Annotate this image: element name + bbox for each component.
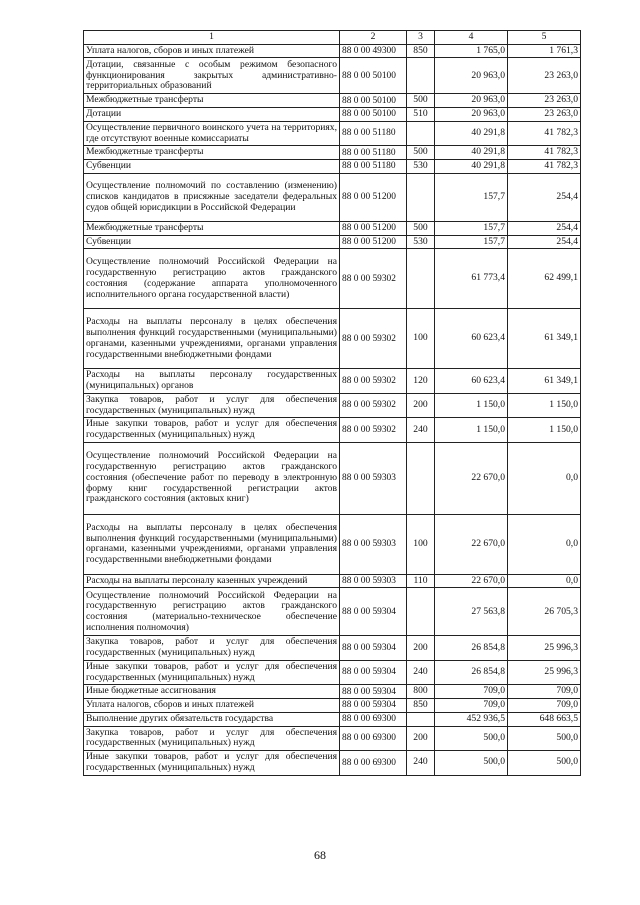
column-header: 1 — [84, 31, 340, 45]
budget-table — [83, 30, 581, 776]
row-name-cell: Межбюджетные трансферты — [84, 221, 340, 235]
table-header-row — [84, 31, 581, 45]
row-name-cell: Иные закупки товаров, работ и услуг для обеспечения государственных (муниципальных) нужд — [84, 418, 340, 442]
row-code-cell: 88 0 00 59303 — [340, 514, 407, 574]
table-row — [84, 574, 581, 588]
table-row — [84, 235, 581, 249]
table-row — [84, 442, 581, 514]
row-amount-col4: 157,7 — [435, 235, 508, 249]
row-type-cell: 120 — [407, 369, 435, 393]
table-row — [84, 685, 581, 699]
row-amount-col5: 62 499,1 — [508, 249, 581, 309]
row-amount-col5: 1 150,0 — [508, 393, 581, 417]
row-amount-col4: 1 765,0 — [435, 44, 508, 58]
row-code-cell: 88 0 00 59302 — [340, 309, 407, 369]
page-number: 68 — [314, 848, 326, 862]
row-amount-col5: 41 782,3 — [508, 160, 581, 174]
row-name-cell: Расходы на выплаты персоналу в целях обеспечения выполнения функций государственными (муниципальными) органами, казенными учреждениями, органами управления государственными внебюджетными фондами — [84, 514, 340, 574]
row-type-cell: 530 — [407, 235, 435, 249]
row-type-cell: 100 — [407, 514, 435, 574]
row-name-cell: Осуществление первичного воинского учета на территориях, где отсутствуют военные комиссариаты — [84, 121, 340, 145]
row-name-cell: Расходы на выплаты персоналу казенных учреждений — [84, 574, 340, 588]
row-amount-col4: 60 623,4 — [435, 369, 508, 393]
row-amount-col5: 254,4 — [508, 221, 581, 235]
row-name-cell: Осуществление полномочий по составлению (изменению) списков кандидатов в присяжные заседатели федеральных судов общей юрисдикции в Российской Федерации — [84, 173, 340, 221]
row-amount-col5: 26 705,3 — [508, 588, 581, 636]
row-name-cell: Иные закупки товаров, работ и услуг для обеспечения государственных (муниципальных) нужд — [84, 751, 340, 775]
row-amount-col4: 26 854,8 — [435, 636, 508, 660]
row-amount-col5: 25 996,3 — [508, 660, 581, 684]
row-type-cell — [407, 249, 435, 309]
row-amount-col4: 500,0 — [435, 751, 508, 775]
column-header: 5 — [508, 31, 581, 45]
row-name-cell: Дотации, связанные с особым режимом безопасного функционирования закрытых административно-территориальных образований — [84, 58, 340, 94]
row-name-cell: Уплата налогов, сборов и иных платежей — [84, 44, 340, 58]
row-amount-col5: 41 782,3 — [508, 146, 581, 160]
row-amount-col5: 0,0 — [508, 514, 581, 574]
row-amount-col4: 1 150,0 — [435, 418, 508, 442]
row-code-cell: 88 0 00 49300 — [340, 44, 407, 58]
row-amount-col5: 23 263,0 — [508, 108, 581, 122]
row-amount-col5: 23 263,0 — [508, 58, 581, 94]
row-name-cell: Межбюджетные трансферты — [84, 146, 340, 160]
row-code-cell: 88 0 00 69300 — [340, 751, 407, 775]
row-amount-col5: 0,0 — [508, 442, 581, 514]
table-body — [84, 31, 581, 776]
row-amount-col5: 500,0 — [508, 726, 581, 750]
row-amount-col4: 709,0 — [435, 685, 508, 699]
row-type-cell: 240 — [407, 660, 435, 684]
table-row — [84, 94, 581, 108]
table-row — [84, 369, 581, 393]
row-code-cell: 88 0 00 51180 — [340, 146, 407, 160]
row-amount-col5: 41 782,3 — [508, 121, 581, 145]
table-row — [84, 173, 581, 221]
row-amount-col4: 22 670,0 — [435, 574, 508, 588]
row-amount-col4: 709,0 — [435, 699, 508, 713]
row-code-cell: 88 0 00 50100 — [340, 58, 407, 94]
row-name-cell: Закупка товаров, работ и услуг для обеспечения государственных (муниципальных) нужд — [84, 726, 340, 750]
row-amount-col5: 1 150,0 — [508, 418, 581, 442]
column-header: 2 — [340, 31, 407, 45]
row-name-cell: Осуществление полномочий Российской Федерации на государственную регистрацию актов гражданского состояния (материально-техническое обеспечение исполнения полномочия) — [84, 588, 340, 636]
table-row — [84, 249, 581, 309]
row-type-cell: 800 — [407, 685, 435, 699]
row-amount-col4: 26 854,8 — [435, 660, 508, 684]
row-type-cell: 200 — [407, 393, 435, 417]
row-type-cell: 510 — [407, 108, 435, 122]
row-amount-col4: 22 670,0 — [435, 514, 508, 574]
row-type-cell — [407, 58, 435, 94]
row-amount-col5: 1 761,3 — [508, 44, 581, 58]
row-amount-col5: 61 349,1 — [508, 369, 581, 393]
table-row — [84, 751, 581, 775]
row-type-cell: 500 — [407, 146, 435, 160]
row-code-cell: 88 0 00 59304 — [340, 636, 407, 660]
row-amount-col5: 254,4 — [508, 173, 581, 221]
row-name-cell: Иные бюджетные ассигнования — [84, 685, 340, 699]
table-row — [84, 636, 581, 660]
row-name-cell: Закупка товаров, работ и услуг для обеспечения государственных (муниципальных) нужд — [84, 636, 340, 660]
row-amount-col4: 40 291,8 — [435, 121, 508, 145]
row-name-cell: Расходы на выплаты персоналу государственных (муниципальных) органов — [84, 369, 340, 393]
row-name-cell: Субвенции — [84, 160, 340, 174]
table-row — [84, 121, 581, 145]
row-name-cell: Расходы на выплаты персоналу в целях обеспечения выполнения функций государственными (муниципальными) органами, казенными учреждениями, органами управления государственными внебюджетными фондами — [84, 309, 340, 369]
row-code-cell: 88 0 00 59304 — [340, 588, 407, 636]
row-type-cell: 850 — [407, 44, 435, 58]
row-name-cell: Межбюджетные трансферты — [84, 94, 340, 108]
row-type-cell: 530 — [407, 160, 435, 174]
row-type-cell: 110 — [407, 574, 435, 588]
row-name-cell: Уплата налогов, сборов и иных платежей — [84, 699, 340, 713]
table-row — [84, 712, 581, 726]
row-amount-col4: 22 670,0 — [435, 442, 508, 514]
row-code-cell: 88 0 00 51180 — [340, 121, 407, 145]
row-code-cell: 88 0 00 59303 — [340, 442, 407, 514]
row-amount-col5: 0,0 — [508, 574, 581, 588]
row-name-cell: Закупка товаров, работ и услуг для обеспечения государственных (муниципальных) нужд — [84, 393, 340, 417]
row-amount-col5: 709,0 — [508, 699, 581, 713]
table-row — [84, 726, 581, 750]
row-amount-col4: 20 963,0 — [435, 58, 508, 94]
row-type-cell: 100 — [407, 309, 435, 369]
row-amount-col4: 157,7 — [435, 221, 508, 235]
row-type-cell — [407, 173, 435, 221]
table-row — [84, 58, 581, 94]
row-type-cell — [407, 121, 435, 145]
row-code-cell: 88 0 00 59303 — [340, 574, 407, 588]
row-amount-col5: 254,4 — [508, 235, 581, 249]
table-row — [84, 699, 581, 713]
row-code-cell: 88 0 00 59304 — [340, 685, 407, 699]
row-name-cell: Субвенции — [84, 235, 340, 249]
row-type-cell: 200 — [407, 636, 435, 660]
row-type-cell: 500 — [407, 94, 435, 108]
row-amount-col5: 648 663,5 — [508, 712, 581, 726]
row-name-cell: Осуществление полномочий Российской Федерации на государственную регистрацию актов гражданского состояния (обеспечение работ по переводу в электронную форму книг государственной регистрации актов гражданского состояния (актовых книг) — [84, 442, 340, 514]
row-code-cell: 88 0 00 59304 — [340, 699, 407, 713]
row-code-cell: 88 0 00 59302 — [340, 249, 407, 309]
table-row — [84, 44, 581, 58]
table-row — [84, 221, 581, 235]
row-type-cell — [407, 712, 435, 726]
row-code-cell: 88 0 00 59302 — [340, 393, 407, 417]
row-type-cell: 240 — [407, 751, 435, 775]
row-code-cell: 88 0 00 59302 — [340, 369, 407, 393]
row-name-cell: Дотации — [84, 108, 340, 122]
row-amount-col4: 40 291,8 — [435, 146, 508, 160]
row-name-cell: Иные закупки товаров, работ и услуг для обеспечения государственных (муниципальных) нужд — [84, 660, 340, 684]
row-type-cell — [407, 442, 435, 514]
table-row — [84, 418, 581, 442]
row-amount-col5: 61 349,1 — [508, 309, 581, 369]
row-name-cell: Осуществление полномочий Российской Федерации на государственную регистрацию актов гражданского состояния (содержание аппарата уполномоченного исполнительного органа государственной власти) — [84, 249, 340, 309]
row-amount-col4: 61 773,4 — [435, 249, 508, 309]
row-amount-col4: 20 963,0 — [435, 94, 508, 108]
table-row — [84, 660, 581, 684]
column-header: 4 — [435, 31, 508, 45]
row-code-cell: 88 0 00 59302 — [340, 418, 407, 442]
table-row — [84, 146, 581, 160]
row-type-cell: 850 — [407, 699, 435, 713]
table-row — [84, 393, 581, 417]
row-amount-col5: 25 996,3 — [508, 636, 581, 660]
row-amount-col4: 40 291,8 — [435, 160, 508, 174]
row-code-cell: 88 0 00 50100 — [340, 108, 407, 122]
row-type-cell: 500 — [407, 221, 435, 235]
row-code-cell: 88 0 00 51180 — [340, 160, 407, 174]
row-type-cell: 240 — [407, 418, 435, 442]
row-type-cell — [407, 588, 435, 636]
column-header: 3 — [407, 31, 435, 45]
table-row — [84, 108, 581, 122]
row-amount-col4: 452 936,5 — [435, 712, 508, 726]
table-row — [84, 588, 581, 636]
row-amount-col4: 157,7 — [435, 173, 508, 221]
row-code-cell: 88 0 00 50100 — [340, 94, 407, 108]
row-amount-col4: 1 150,0 — [435, 393, 508, 417]
row-code-cell: 88 0 00 51200 — [340, 221, 407, 235]
row-amount-col5: 709,0 — [508, 685, 581, 699]
row-amount-col4: 20 963,0 — [435, 108, 508, 122]
row-amount-col4: 60 623,4 — [435, 309, 508, 369]
table-row — [84, 160, 581, 174]
table-row — [84, 514, 581, 574]
row-type-cell: 200 — [407, 726, 435, 750]
row-code-cell: 88 0 00 69300 — [340, 712, 407, 726]
row-name-cell: Выполнение других обязательств государства — [84, 712, 340, 726]
row-code-cell: 88 0 00 51200 — [340, 173, 407, 221]
row-amount-col4: 500,0 — [435, 726, 508, 750]
row-code-cell: 88 0 00 69300 — [340, 726, 407, 750]
row-amount-col5: 500,0 — [508, 751, 581, 775]
row-amount-col5: 23 263,0 — [508, 94, 581, 108]
row-code-cell: 88 0 00 59304 — [340, 660, 407, 684]
row-code-cell: 88 0 00 51200 — [340, 235, 407, 249]
table-row — [84, 309, 581, 369]
row-amount-col4: 27 563,8 — [435, 588, 508, 636]
